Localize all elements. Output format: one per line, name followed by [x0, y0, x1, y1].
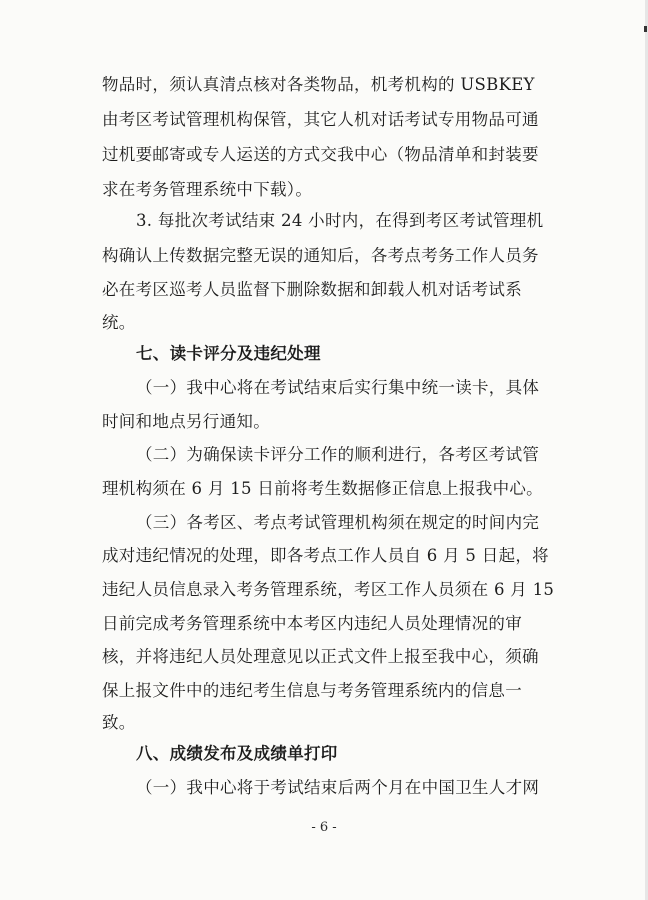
section-heading: 八、成绩发布及成绩单打印	[136, 744, 338, 763]
page-number: - 6 -	[311, 820, 337, 835]
paragraph-line: 统。	[102, 313, 136, 332]
paragraph-line: （三）各考区、考点考试管理机构须在规定的时间内完	[136, 513, 540, 532]
paragraph-line: 过机要邮寄或专人运送的方式交我中心（物品清单和封装要	[102, 145, 539, 164]
paragraph-line: 物品时，须认真清点核对各类物品，机考机构的 USBKEY	[102, 75, 535, 94]
section-heading: 七、读卡评分及违纪处理	[136, 344, 321, 363]
paragraph-line: （一）我中心将于考试结束后两个月在中国卫生人才网	[136, 778, 540, 797]
paragraph-line: 保上报文件中的违纪考生信息与考务管理系统内的信息一	[102, 681, 522, 700]
paragraph-line: 成对违纪情况的处理，即各考点工作人员自 6 月 5 日起，将	[102, 546, 549, 565]
edge-mark	[644, 26, 647, 32]
paragraph-line: 核，并将违纪人员处理意见以正式文件上报至我中心，须确	[102, 647, 539, 666]
paragraph-line: 致。	[102, 713, 136, 732]
paragraph-line: 违纪人员信息录入考务管理系统，考区工作人员须在 6 月 15	[102, 580, 555, 599]
paragraph-line: 构确认上传数据完整无误的通知后，各考点考务工作人员务	[102, 246, 539, 265]
paragraph-line: 必在考区巡考人员监督下删除数据和卸载人机对话考试系	[102, 280, 522, 299]
paragraph-line: （二）为确保读卡评分工作的顺利进行，各考区考试管	[136, 445, 540, 464]
paragraph-line: 求在考务管理系统中下载）。	[102, 180, 313, 199]
paragraph-line: 时间和地点另行通知。	[102, 412, 270, 431]
paragraph-line: 日前完成考务管理系统中本考区内违纪人员处理情况的审	[102, 614, 522, 633]
paragraph-line: 由考区考试管理机构保管，其它人机对话考试专用物品可通	[102, 110, 539, 129]
paragraph-line: 理机构须在 6 月 15 日前将考生数据修正信息上报我中心。	[102, 479, 543, 498]
paragraph-line: （一）我中心将在考试结束后实行集中统一读卡，具体	[136, 378, 540, 397]
paragraph-line: 3. 每批次考试结束 24 小时内，在得到考区考试管理机	[136, 211, 544, 230]
